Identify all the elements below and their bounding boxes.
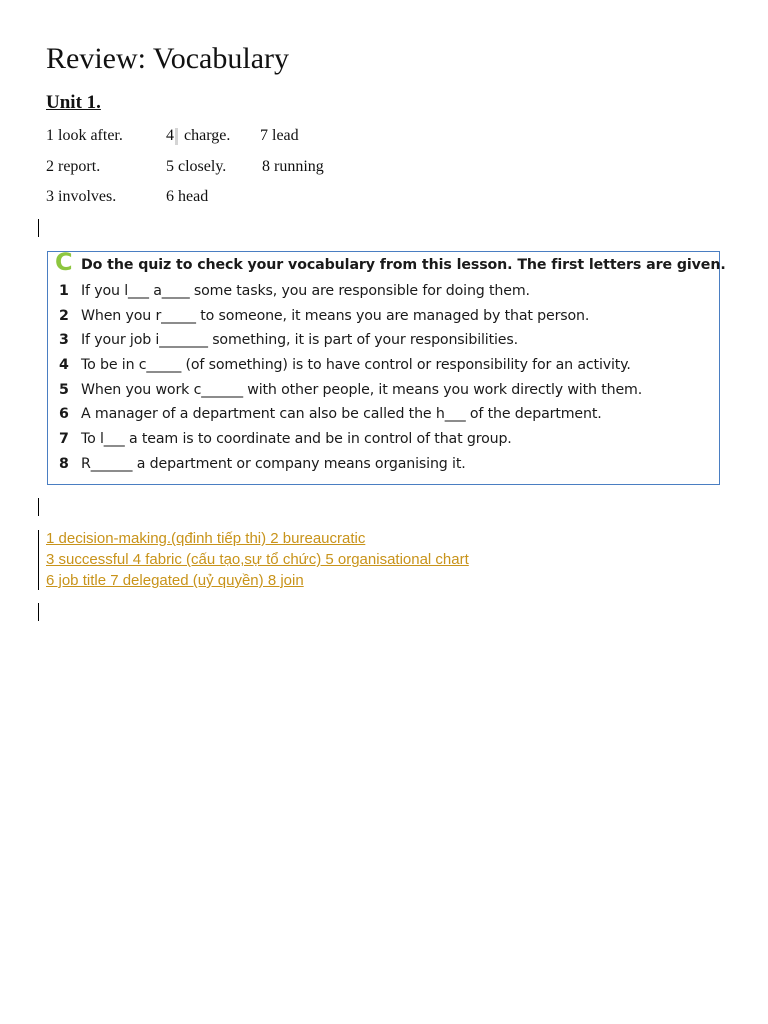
answer-4-word: charge.: [184, 127, 231, 144]
link-answers-line-2[interactable]: 3 successful 4 fabric (cấu tạo,sự tổ chức) 5 organisational chart: [46, 551, 469, 568]
answer-3: 3 involves.: [46, 188, 117, 205]
quiz-item-text: R______ a department or company means organising it.: [81, 456, 466, 472]
quiz-item-number: 1: [59, 283, 69, 299]
answer-7: 7 lead: [260, 127, 299, 144]
quiz-item-text: To be in c_____ (of something) is to have control or responsibility for an activity.: [81, 357, 631, 373]
quiz-item-number: 6: [59, 406, 69, 422]
quiz-item-number: 5: [59, 382, 69, 398]
text-cursor[interactable]: [38, 603, 39, 621]
quiz-item-text: When you r_____ to someone, it means you are managed by that person.: [81, 308, 590, 324]
link-answers-line-3[interactable]: 6 job title 7 delegated (uỷ quyền) 8 join: [46, 572, 304, 589]
quiz-item-text: If your job i_______ something, it is part of your responsibilities.: [81, 332, 518, 348]
unit-heading: Unit 1.: [46, 92, 101, 113]
page-title: Review: Vocabulary: [46, 42, 290, 75]
text-cursor[interactable]: [38, 498, 39, 516]
quiz-item-text: If you l___ a____ some tasks, you are responsible for doing them.: [81, 283, 530, 299]
quiz-heading: Do the quiz to check your vocabulary from this lesson. The first letters are given.: [81, 257, 726, 273]
answer-6: 6 head: [166, 188, 209, 205]
quiz-item-number: 4: [59, 357, 69, 373]
answer-8: 8 running: [262, 158, 324, 175]
quiz-item-text: To l___ a team is to coordinate and be in control of that group.: [81, 431, 512, 447]
quiz-item-number: 3: [59, 332, 69, 348]
link-answers-line-1[interactable]: 1 decision-making.(qđinh tiếp thi) 2 bureaucratic: [46, 530, 366, 547]
answer-5: 5 closely.: [166, 158, 227, 175]
quiz-item-text: A manager of a department can also be called the h___ of the department.: [81, 406, 602, 422]
answer-1: 1 look after.: [46, 127, 123, 144]
quiz-letter: C: [55, 248, 73, 276]
quiz-item-number: 2: [59, 308, 69, 324]
answer-2: 2 report.: [46, 158, 101, 175]
paragraph-marker: [38, 530, 39, 590]
text-cursor-highlight: [175, 128, 178, 145]
quiz-item-number: 7: [59, 431, 69, 447]
quiz-item-number: 8: [59, 456, 69, 472]
text-cursor[interactable]: [38, 219, 39, 237]
answer-4-num: 4: [166, 127, 174, 144]
quiz-item-text: When you work c______ with other people, it means you work directly with them.: [81, 382, 643, 398]
quiz-image-box: [47, 248, 726, 485]
